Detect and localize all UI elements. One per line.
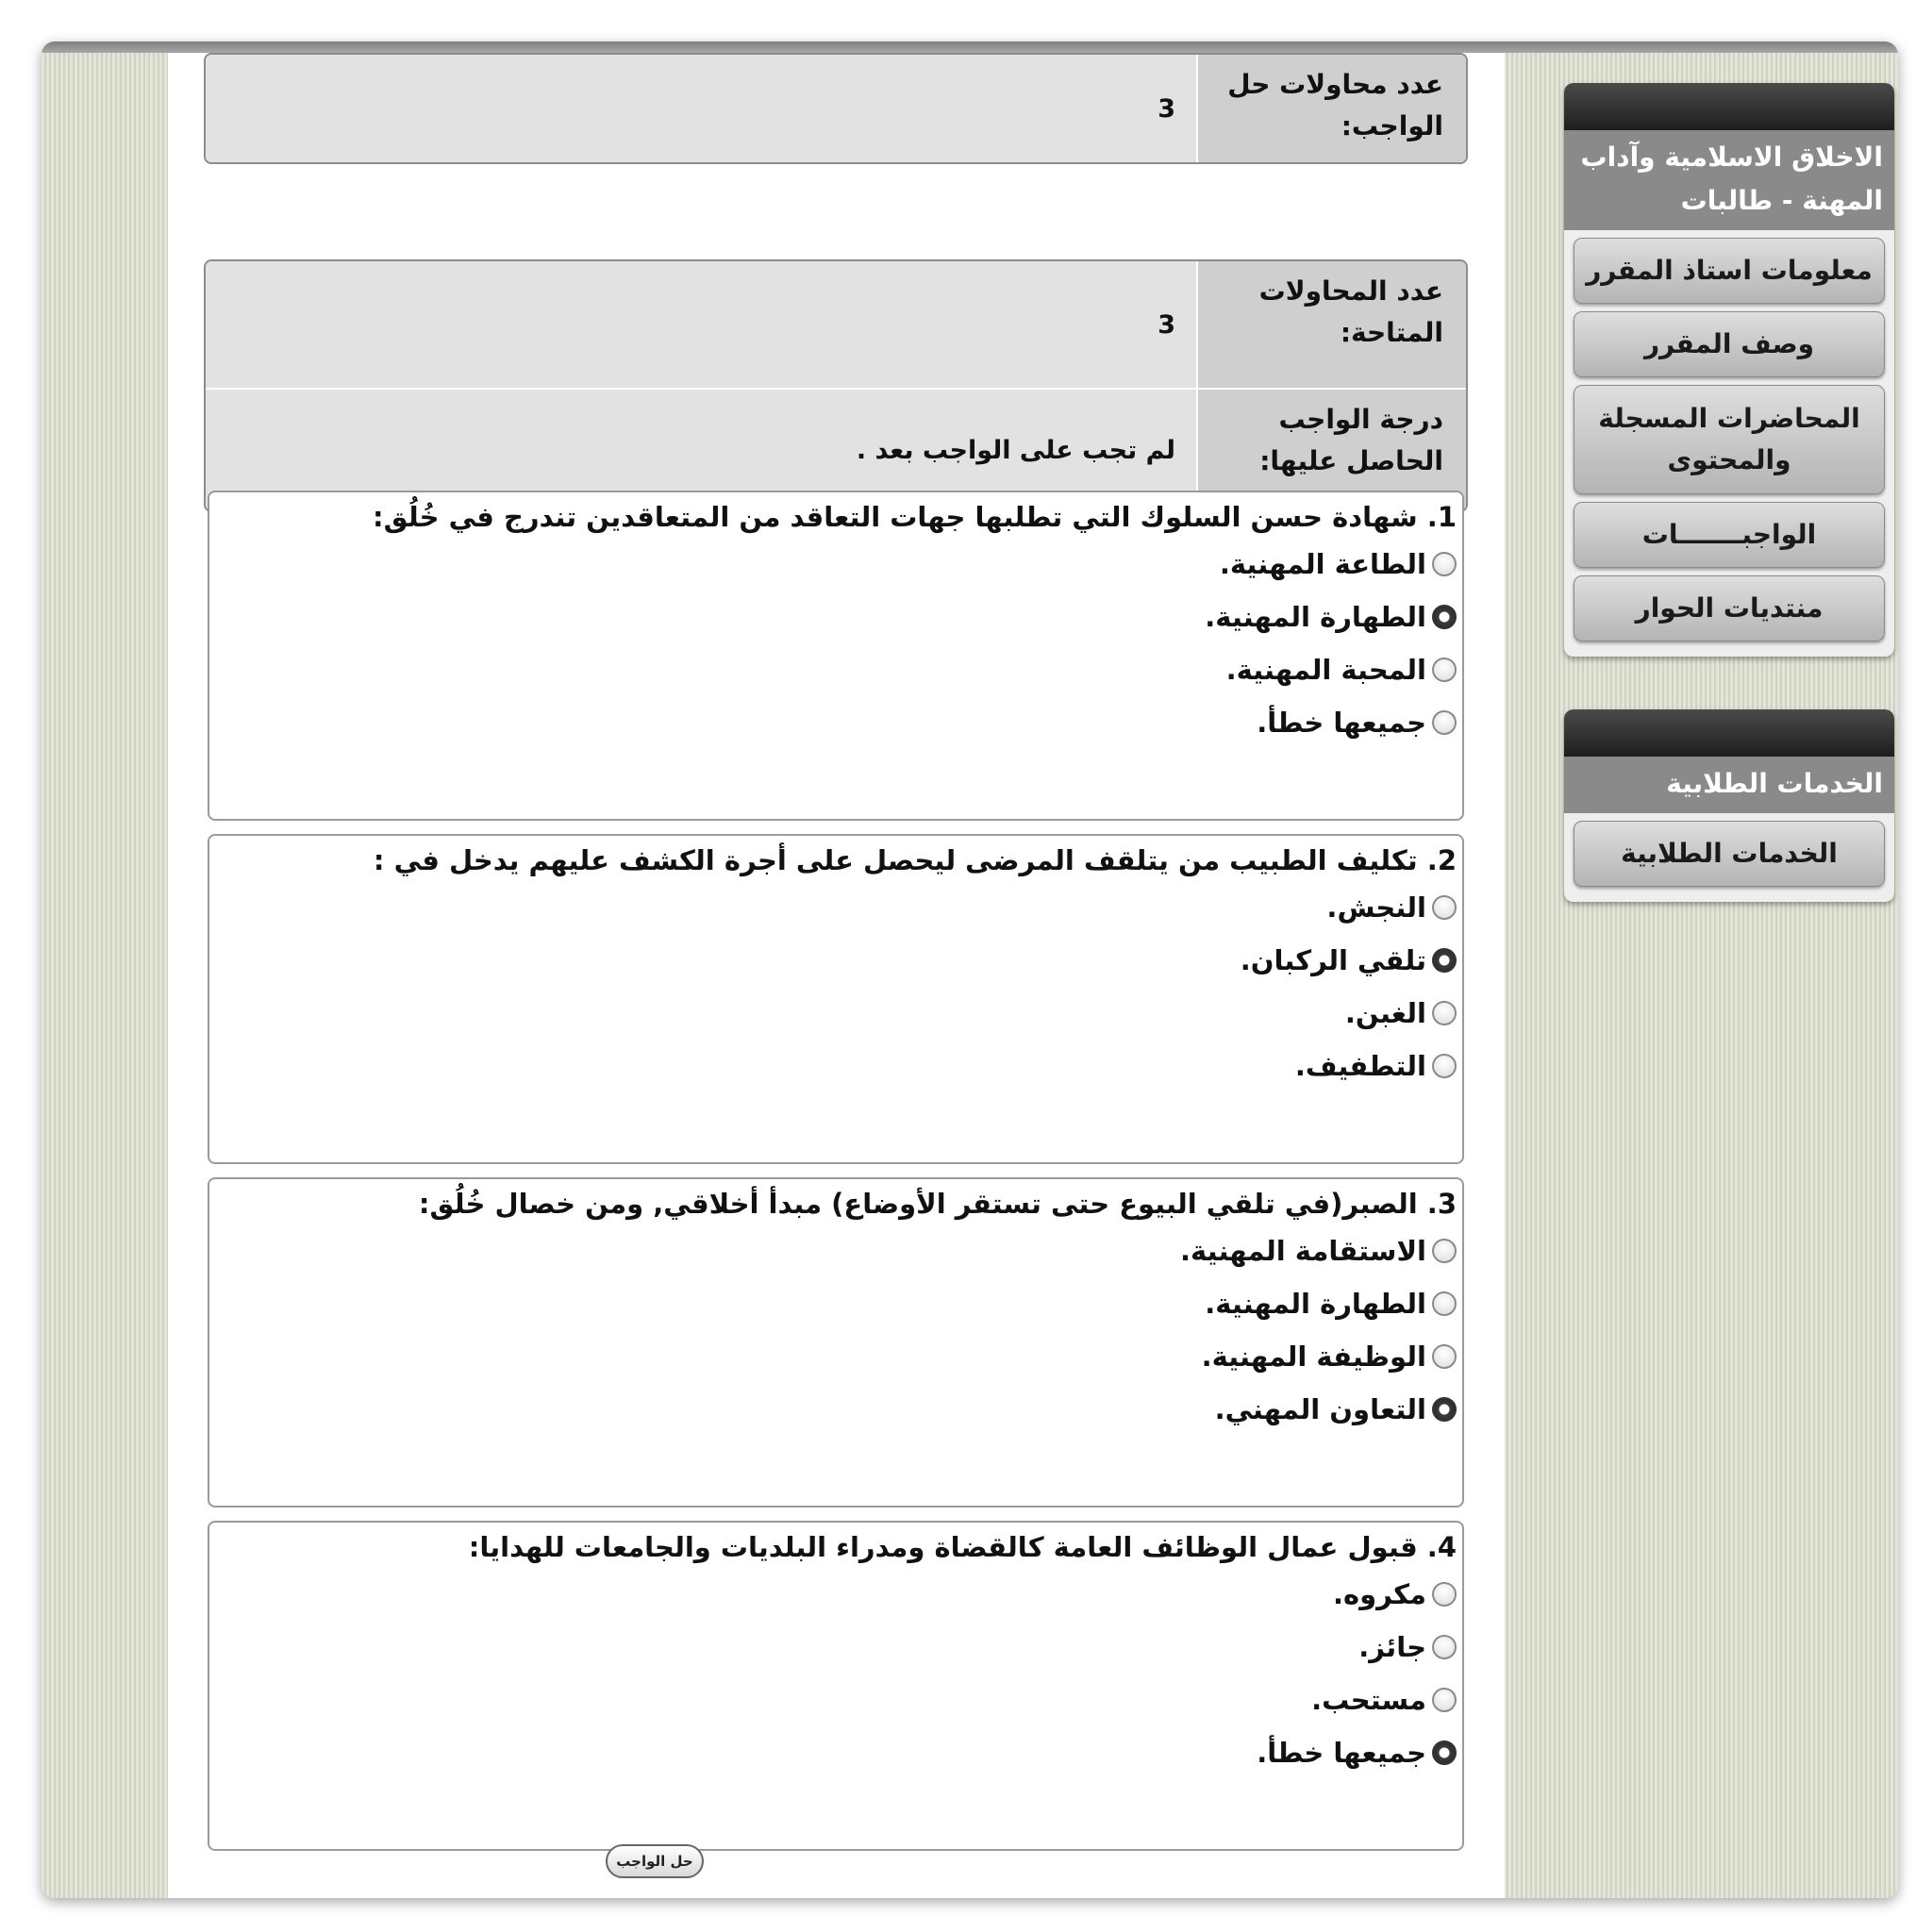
option-label: تلقي الركبان.	[1240, 944, 1426, 976]
answer-option[interactable]	[215, 1621, 1457, 1674]
answer-option[interactable]	[215, 643, 1457, 696]
question-text: 3. الصبر(في تلقي البيوع حتى تستقر الأوضاع) مبدأ أخلاقي, ومن خصال خُلُق:	[418, 1188, 1457, 1220]
submit-assignment-button[interactable]: حل الواجب	[606, 1844, 704, 1878]
course-menu	[1564, 230, 1894, 657]
menu-forums-button[interactable]: منتديات الحوار	[1574, 575, 1885, 641]
question-1	[208, 491, 1464, 821]
option-label: مستحب.	[1311, 1684, 1426, 1716]
course-title: الاخلاق الاسلامية وآداب المهنة - طالبات	[1564, 130, 1894, 230]
attempts-table	[204, 53, 1468, 164]
radio-button[interactable]	[1432, 1239, 1457, 1263]
option-label: جميعها خطأ.	[1257, 1737, 1426, 1769]
page-frame	[42, 42, 1898, 1898]
option-label: مكروه.	[1332, 1578, 1426, 1610]
radio-button[interactable]	[1432, 1344, 1457, 1369]
question-text: 1. شهادة حسن السلوك التي تطلبها جهات التعاقد من المتعاقدين تندرج في خُلُق:	[373, 501, 1457, 533]
radio-button[interactable]	[1432, 948, 1457, 973]
option-label: جائز.	[1358, 1631, 1426, 1663]
menu-course-description-button[interactable]: وصف المقرر	[1574, 311, 1885, 377]
option-label: المحبة المهنية.	[1225, 654, 1426, 686]
radio-button[interactable]	[1432, 710, 1457, 735]
answer-option[interactable]	[215, 1568, 1457, 1621]
answer-option[interactable]	[215, 538, 1457, 591]
radio-button[interactable]	[1432, 552, 1457, 576]
answer-option[interactable]	[215, 696, 1457, 749]
radio-button[interactable]	[1432, 1635, 1457, 1659]
option-label: الغبن.	[1344, 997, 1426, 1029]
question-2	[208, 834, 1464, 1164]
info-value: 3	[206, 261, 1196, 388]
question-3	[208, 1177, 1464, 1507]
radio-button[interactable]	[1432, 1001, 1457, 1025]
services-panel	[1564, 709, 1894, 902]
radio-button[interactable]	[1432, 605, 1457, 629]
main-content	[168, 53, 1505, 1898]
answer-option[interactable]	[215, 1674, 1457, 1726]
radio-button[interactable]	[1432, 658, 1457, 682]
services-title: الخدمات الطلابية	[1564, 757, 1894, 813]
question-text: 4. قبول عمال الوظائف العامة كالقضاة ومدراء البلديات والجامعات للهدايا:	[468, 1531, 1457, 1563]
radio-button[interactable]	[1432, 1582, 1457, 1607]
panel-header	[1564, 709, 1894, 757]
answer-option[interactable]	[215, 881, 1457, 934]
course-panel	[1564, 83, 1894, 657]
panel-header	[1564, 83, 1894, 130]
question-4	[208, 1521, 1464, 1851]
option-label: جميعها خطأ.	[1257, 707, 1426, 739]
menu-instructor-info-button[interactable]: معلومات استاذ المقرر	[1574, 238, 1885, 304]
radio-button[interactable]	[1432, 1688, 1457, 1712]
info-row	[206, 55, 1466, 162]
info-label: عدد المحاولات المتاحة:	[1196, 261, 1466, 388]
option-label: الوظيفة المهنية.	[1201, 1341, 1426, 1373]
info-value: 3	[206, 55, 1196, 162]
services-menu	[1564, 813, 1894, 902]
answer-option[interactable]	[215, 1224, 1457, 1277]
answer-option[interactable]	[215, 1383, 1457, 1436]
option-label: الطهارة المهنية.	[1205, 601, 1426, 633]
option-label: الطهارة المهنية.	[1205, 1288, 1426, 1320]
info-row	[206, 261, 1466, 390]
answer-option[interactable]	[215, 1277, 1457, 1330]
answer-option[interactable]	[215, 1726, 1457, 1779]
info-value: لم تجب على الواجب بعد .	[206, 390, 1196, 510]
info-label: عدد محاولات حل الواجب:	[1196, 55, 1466, 162]
radio-button[interactable]	[1432, 895, 1457, 920]
menu-student-services-button[interactable]: الخدمات الطلابية	[1574, 821, 1885, 887]
option-label: التعاون المهني.	[1214, 1393, 1426, 1425]
answer-option[interactable]	[215, 1040, 1457, 1092]
answer-option[interactable]	[215, 987, 1457, 1040]
radio-button[interactable]	[1432, 1740, 1457, 1765]
answer-option[interactable]	[215, 934, 1457, 987]
option-label: التطفيف.	[1294, 1050, 1426, 1082]
answer-option[interactable]	[215, 591, 1457, 643]
menu-recorded-lectures-button[interactable]: المحاضرات المسجلة والمحتوى	[1574, 385, 1885, 494]
option-label: النجش.	[1326, 891, 1426, 924]
answer-option[interactable]	[215, 1330, 1457, 1383]
menu-assignments-button[interactable]: الواجبـــــــات	[1574, 502, 1885, 568]
question-text: 2. تكليف الطبيب من يتلقف المرضى ليحصل على أجرة الكشف عليهم يدخل في :	[373, 844, 1457, 876]
info-label: درجة الواجب الحاصل عليها:	[1196, 390, 1466, 510]
status-table	[204, 259, 1468, 512]
radio-button[interactable]	[1432, 1291, 1457, 1316]
option-label: الاستقامة المهنية.	[1180, 1235, 1426, 1267]
radio-button[interactable]	[1432, 1054, 1457, 1078]
radio-button[interactable]	[1432, 1397, 1457, 1422]
option-label: الطاعة المهنية.	[1219, 548, 1426, 580]
